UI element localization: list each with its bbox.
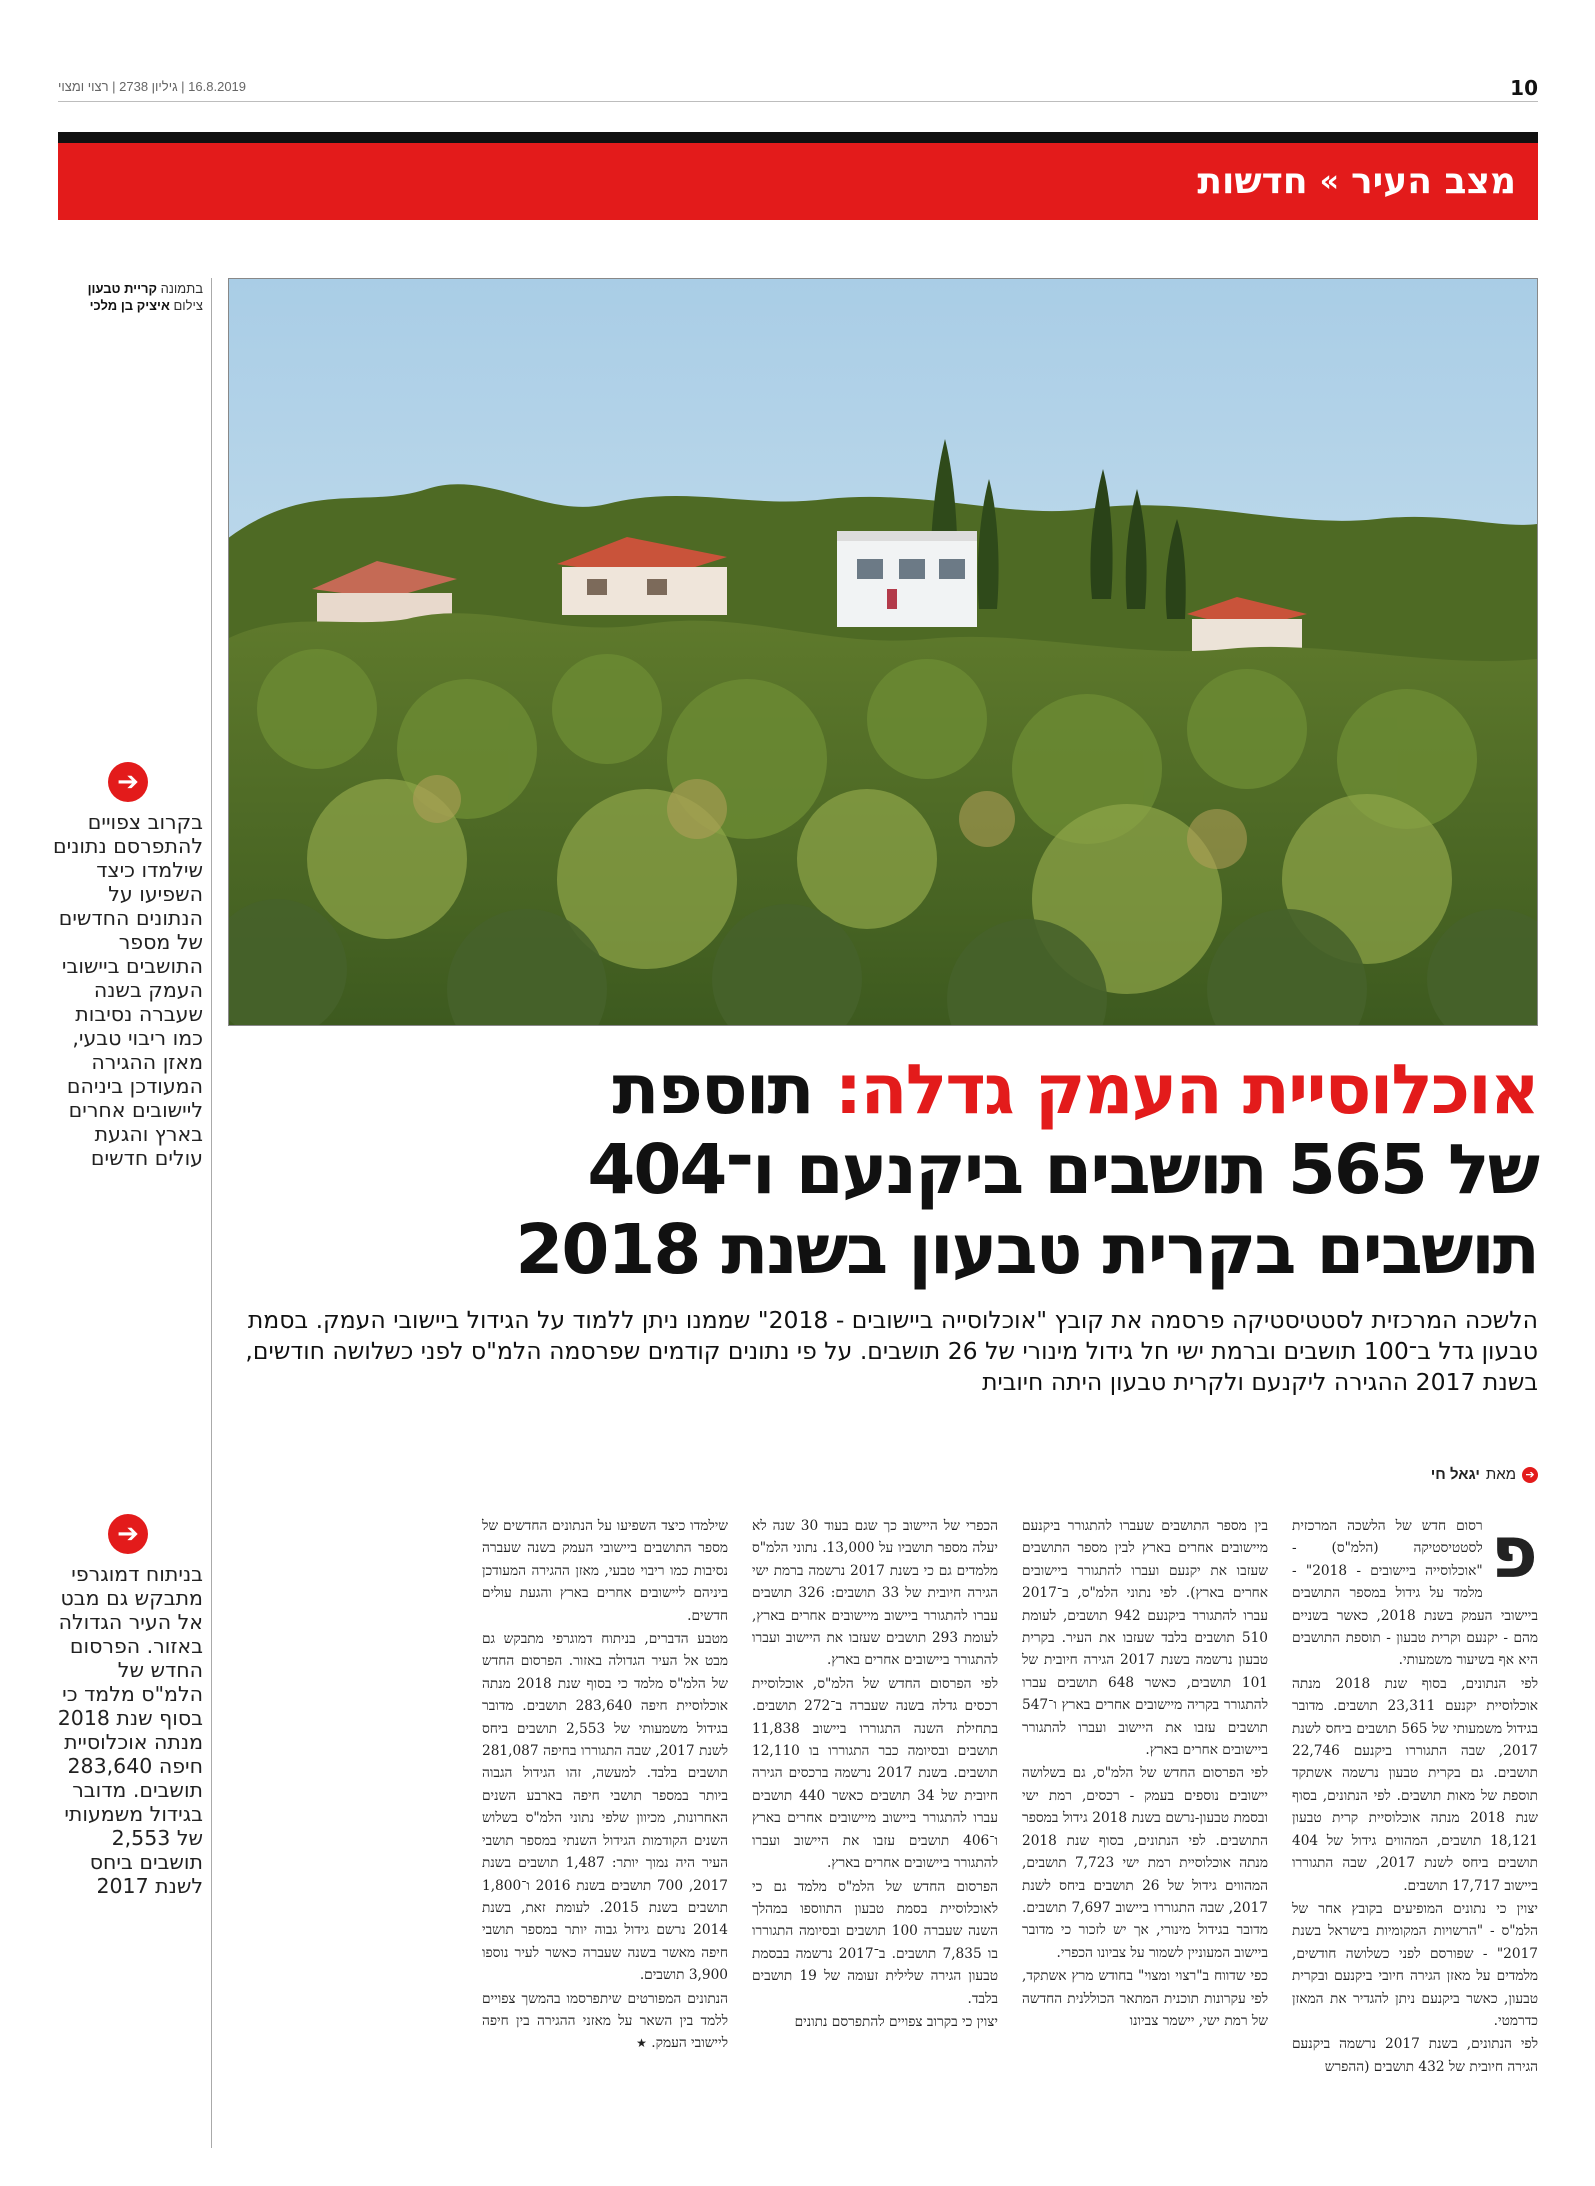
byline xyxy=(1431,1466,1538,1483)
paragraph: יצוין כי נתונים המופיעים בקובץ אחר של הלמ"ס - "הרשויות המקומיות בישראל בשנת 2017" - שפורסם לפני כשלושה חודשים, מלמדים על מאזן הגירה חיובי ביקנעם ובקרית טבעון, כאשר ביקנעם ניתן להגדיר את המאזן כדרמטי. xyxy=(1292,1900,1538,2029)
issue-info: 16.8.2019 | גיליון 2738 | רצוי ומצוי xyxy=(58,79,247,94)
paragraph: שילמדו כיצד השפיעו על הנתונים החדשים של מספר התושבים ביישובי העמק בשנה שעברה נסיבות כמו ריבוי טבעי, מאזן ההגירה המעודכן ביניהם ליישובים אחרים בארץ והגעת עולים חדשים. xyxy=(482,1518,728,1624)
section-band xyxy=(58,132,1538,220)
paragraph: הפרסום החדש של הלמ"ס מלמד גם כי לאוכלוסיית בסמת טבעון התווספו במהלך השנה שעברה 100 תושבים ובסיומה התגוררו בו 7,835 תושבים. ב־2017 נרשמה בבסמת טבעון הגירה שלילית זעומה של 19 תושבים בלבד. xyxy=(752,1878,999,2007)
headline-line-2: של 565 תושבים ביקנעם ו־404 xyxy=(587,1130,1538,1210)
paragraph: לפי הפרסום החדש של הלמ"ס, גם בשלושה יישובים נוספים בעמק - רכסים, רמת ישי ובסמת טבעון-נרשם בשנת 2018 גידול במספר התושבים. לפי הנתונים, בסוף שנת 2018 מנתה אוכלוסיית רמת ישי 7,723 תושבים, המהווים גידול של 26 תושבים ביחס לשנת 2017, שבה התגוררו ביישוב 7,697 תושבים. מדובר בגידול מינורי, אך יש לזכור כי מדובר ביישוב המעוניין לשמור על צביונו הכפרי. xyxy=(1022,1765,1269,1961)
section-title xyxy=(1197,161,1516,202)
arrow-right-circle-icon: ➔ xyxy=(108,1514,148,1554)
headline-red-part: אוכלוסיית העמק גדלה: xyxy=(834,1050,1538,1130)
paragraph: יצוין כי בקרוב צפויים להתפרסם נתונים xyxy=(794,2013,998,2030)
paragraph: לפי הפרסום החדש של הלמ"ס, אוכלוסיית רכסים גדלה בשנה שעברה ב־272 תושבים. בתחילת השנה התגוררו ביישוב 11,838 תושבים ובסיומה כבר התגוררו בו 12,110 תושבים. בשנת 2017 נרשמה ברכסים הגירה חיובית של 34 תושבים כאשר 440 תושבים עברו להתגורר ביישוב מיישובים אחרים בארץ ו־406 תושבים עזבו את היישוב ועברו להתגורר ביישובים אחרים בארץ. xyxy=(752,1675,998,1872)
teaser-text: בניתוח דמוגרפי מתבקש גם מבט אל העיר הגדולה באזור. הפרסום החדש של הלמ"ס מלמד כי בסוף שנת 2018 מנתה אוכלוסיית חיפה 283,640 תושבים. מדובר בגידול משמעותי של 2,553 תושבים ביחס לשנת 2017 xyxy=(57,1562,203,1898)
paragraph-text: הנתונים המפורטים שיתפרסמו בהמשך צפויים ללמד בין השאר על מאזני ההגירה בין חיפה ליישובי העמק. xyxy=(482,1990,728,2052)
photographer-prefix: צילום xyxy=(173,298,203,313)
hillside-houses-photo xyxy=(228,279,1537,1026)
paragraph: רסום חדש של הלשכה המרכזית לסטטיסטיקה (הלמ"ס) - "אוכלוסייה ביישובים - 2018" - מלמד על גידול במספר התושבים ביישובי העמק בשנת 2018, כאשר בשניים מהם - יקנעם וקרית טבעון - תוספת התושבים היא אף בשיעור משמעותי. xyxy=(1292,1518,1538,1669)
photographer-line xyxy=(57,297,203,314)
photo-caption-line xyxy=(57,280,203,297)
article-column-2 xyxy=(1022,1515,1268,2033)
arrow-right-circle-icon: ➔ xyxy=(108,762,148,802)
side-teaser xyxy=(53,762,203,1170)
paragraph xyxy=(482,1988,728,2055)
paragraph: כפי שדווח ב"רצוי ומצוי" בחודש מרץ אשתקד, לפי עקרונות תוכנית המתאר הכוללנית החדשה של רמת ישי, יישמר צביונו xyxy=(1022,1968,1268,2029)
main-photo[interactable] xyxy=(228,278,1538,1026)
caption-place: קריית טבעון xyxy=(87,281,157,296)
article-column-3 xyxy=(752,1515,998,2034)
page-number: 10 xyxy=(1510,76,1538,100)
paragraph: הכפרי של היישוב כך שגם בעוד 30 שנה לא יעלה מספר תושביו על 13,000. נתוני הלמ"ס מלמדים גם כי בשנת 2017 נרשמה ברמת ישי הגירה חיובית של 33 תושבים: 326 תושבים עברו להתגורר ביישוב מיישובים אחרים בארץ, לעומת 293 תושבים שעזבו את היישוב ועברו להתגורר ביישובים אחרים בארץ. xyxy=(752,1518,999,1669)
caption-prefix: בתמונה xyxy=(160,281,203,296)
headline-line-3: תושבים בקרית טבעון בשנת 2018 xyxy=(515,1210,1538,1290)
folio-line xyxy=(58,76,1538,102)
article-column-4 xyxy=(482,1515,728,2056)
byline-arrow-icon: ➔ xyxy=(1522,1467,1538,1483)
photo-credit xyxy=(57,280,203,314)
section-name: מצב העיר xyxy=(1350,161,1516,202)
house-white xyxy=(837,531,977,627)
chevron-double-icon: » xyxy=(1319,164,1339,199)
sidebar-divider xyxy=(211,278,212,2148)
headline-line-1 xyxy=(228,1050,1538,1130)
paragraph: בין מספר התושבים שעברו להתגורר ביקנעם מיישובים אחרים בארץ לבין מספר התושבים שעזבו את יקנעם ועברו להתגורר ביישובים אחרים בארץ). לפי נתוני הלמ"ס, ב־2017 עברו להתגורר ביקנעם 942 תושבים, לעומת 510 תושבים בלבד שעזבו את העיר. בקרית טבעון נרשמה בשנת 2017 הגירה חיובית של 101 תושבים, כאשר 648 תושבים עברו להתגורר בקריה מיישובים אחרים בארץ ו־547 תושבים עזבו את היישוב ועברו להתגורר ביישובים אחרים בארץ. xyxy=(1022,1518,1269,1759)
teaser-text: בקרוב צפויים להתפרסם נתונים שילמדו כיצד השפיעו על הנתונים החדשים של מספר התושבים ביישובי העמק בשנה שעברה נסיבות כמו ריבוי טבעי, מאזן ההגירה המעודכן ביניהם ליישובים אחרים בארץ והגעת עולים חדשים xyxy=(53,810,203,1170)
headline xyxy=(228,1050,1538,1290)
paragraph: לפי הנתונים, בשנת 2017 נרשמה ביקנעם הגירה חיובית של 432 תושבים (ההפרש xyxy=(1292,2036,1538,2075)
paragraph: לפי הנתונים, בסוף שנת 2018 מנתה אוכלוסיית יקנעם 23,311 תושבים. מדובר בגידול משמעותי של 565 תושבים ביחס לשנת 2017, שבה התגוררו ביקנעם 22,746 תושבים. גם בקרית טבעון נרשמה אשתקד תוספת של מאות תושבים. לפי הנתונים, בסוף שנת 2018 מנתה אוכלוסיית קרית טבעון 18,121 תושבים, המהווים גידול של 404 תושבים ביחס לשנת 2017, שבה התגוררו ביישוב 17,717 תושבים. xyxy=(1292,1675,1538,1894)
byline-prefix: מאת xyxy=(1485,1466,1516,1483)
photographer-name: איציק בן מלכי xyxy=(89,298,170,313)
byline-author: יגאל חי xyxy=(1430,1466,1480,1483)
dropcap: פ xyxy=(1490,1510,1538,1594)
paragraph: מטבע הדברים, בניתוח דמוגרפי מתבקש גם מבט אל העיר הגדולה באזור. הפרסום החדש של הלמ"ס מלמד כי בסוף שנת 2018 מנתה אוכלוסיית חיפה 283,640 תושבים. מדובר בגידול משמעותי של 2,553 תושבים ביחס לשנת 2017, שבה התגוררו בחיפה 281,087 תושבים בלבד. למעשה, זהו הגידול הגבוה ביותר במספר תושבי חיפה בארבע השנים האחרונות, מכיוון שלפי נתוני הלמ"ס בשלוש השנים הקודמות הגידול השנתי במספר תושבי העיר היה נמוך יותר: 1,487 תושבים בשנת 2017, 700 תושבים בשנת 2016 ו־1,800 תושבים בשנת 2015. לעומת זאת, בשנת 2014 נרשם גידול גבוה יותר במספר תושבי חיפה מאשר בשנה שעברה כאשר לעיר נוספו 3,900 תושבים. xyxy=(482,1631,729,1984)
side-teaser xyxy=(53,1514,203,1898)
section-label: חדשות xyxy=(1197,161,1308,202)
article-column-1 xyxy=(1292,1510,1538,2079)
subheadline: הלשכה המרכזית לסטטיסטיקה פרסמה את קובץ "אוכלוסייה ביישובים - 2018" שממנו ניתן ללמוד על הגידול ביישובי העמק. בסמת טבעון גדל ב־100 תושבים וברמת ישי חל גידול מינורי של 26 תושבים. על פי נתונים קודמים שפרסמה הלמ"ס לפני כשלושה חודשים, בשנת 2017 ההגירה ליקנעם ולקרית טבעון היתה חיובית xyxy=(245,1306,1538,1396)
star-end-icon: ★ xyxy=(636,2036,647,2051)
headline-black-part: תוספת xyxy=(612,1050,813,1130)
